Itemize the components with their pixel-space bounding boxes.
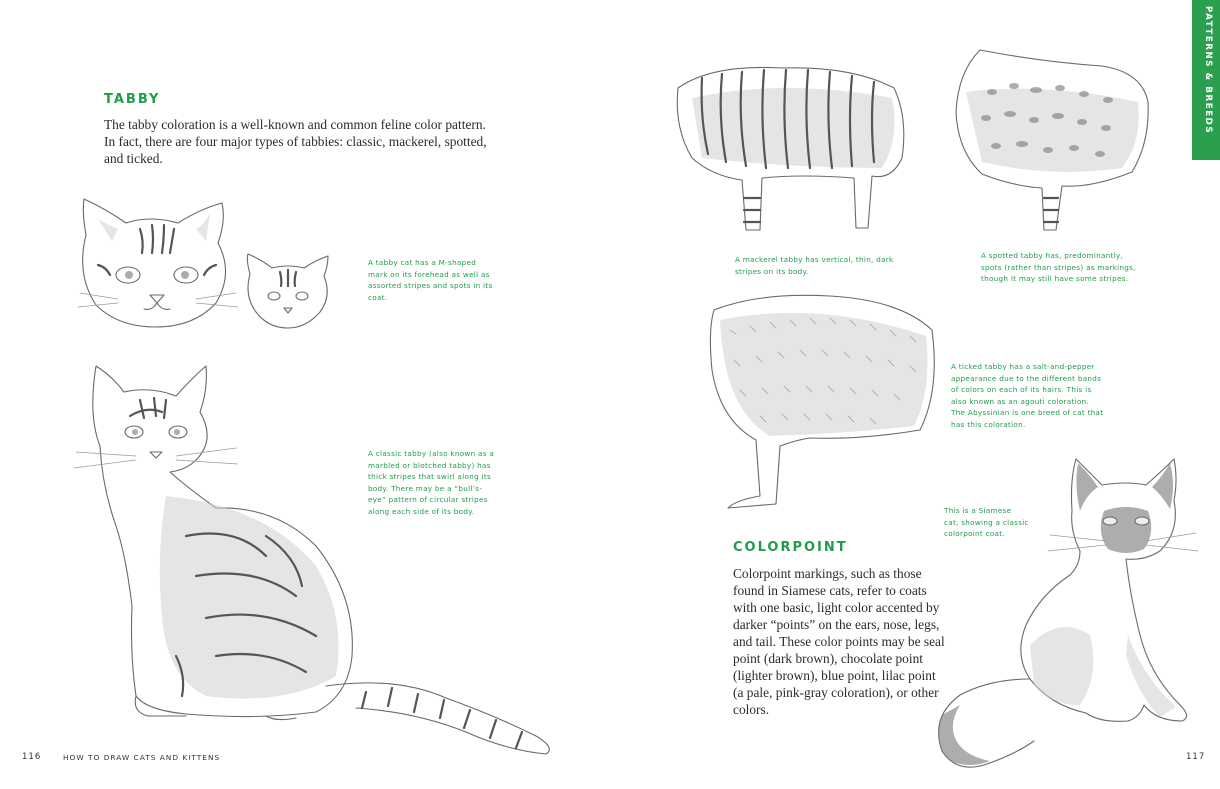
body-line: and tail. These color points may be seal [733,634,945,649]
caption-line: A classic tabby (also known as a [368,449,495,458]
body-line: (lighter brown), blue point, lilac point [733,668,936,683]
tabby-heading: TABBY [104,92,161,107]
intro-line: In fact, there are four major types of tabbies: classic, mackerel, spotted, [104,134,487,149]
section-tab-label: PATTERNS & BREEDS [1203,6,1213,135]
body-line: darker “points” on the ears, nose, legs, [733,617,940,632]
caption-mshape [368,257,508,303]
mackerel-tabby-body-sketch [672,58,912,238]
caption-ticked [951,361,1111,431]
ticked-tabby-body-sketch [700,290,940,520]
caption-line: thick stripes that swirl along its [368,472,491,482]
classic-tabby-sitting-sketch [66,356,566,756]
page-number-right: 117 [1186,752,1206,762]
caption-line: spots (rather than stripes) as markings, [981,262,1136,272]
colorpoint-body [733,565,963,718]
colorpoint-heading: COLORPOINT [733,540,848,555]
caption-line: assorted stripes and spots in its [368,281,493,291]
caption-spotted [981,250,1141,285]
body-line: found in Siamese cats, refer to coats [733,583,927,598]
caption-line: body. There may be a “bull’s- [368,483,483,493]
caption-line: has this coloration. [951,419,1026,429]
caption-line: of colors on each of its hairs. This is [951,385,1092,395]
body-line: colors. [733,702,770,717]
caption-line: appearance due to the different bands [951,373,1102,383]
caption-line: A spotted tabby has, predominantly, [981,251,1124,260]
caption-line: though it may still have some stripes. [981,274,1129,284]
caption-line: This is a Siamese [944,506,1012,515]
caption-line: marbled or blotched tabby) has [368,460,491,470]
caption-line: A tabby cat has a M-shaped [368,258,477,267]
small-tabby-face-sketch [244,252,332,332]
page-number-left: 116 [22,752,42,762]
caption-line: also known as an agouti coloration. [951,396,1090,406]
tabby-intro [104,116,504,167]
caption-line: cat, showing a classic [944,517,1029,527]
tabby-face-sketch [78,195,238,340]
body-line: with one basic, light color accented by [733,600,940,615]
body-line: (a pale, pink-gray coloration), or other [733,685,939,700]
caption-line: stripes on its body. [735,266,809,276]
caption-line: A ticked tabby has a salt-and-pepper [951,362,1095,371]
caption-line: A mackerel tabby has vertical, thin, dark [735,255,894,264]
body-line: point (dark brown), chocolate point [733,651,924,666]
siamese-cat-sitting-sketch [930,455,1198,773]
caption-mackerel [735,254,905,277]
caption-line: The Abyssinian is one breed of cat that [951,408,1104,418]
caption-line: along each side of its body. [368,506,475,516]
caption-line: mark on its forehead as well as [368,269,490,279]
body-line: Colorpoint markings, such as those [733,566,922,581]
intro-line: and ticked. [104,151,163,166]
intro-line: The tabby coloration is a well-known and common feline color pattern. [104,117,486,132]
running-head: HOW TO DRAW CATS AND KITTENS [63,753,221,762]
caption-line: coat. [368,292,388,302]
caption-line: eye” pattern of circular stripes [368,495,488,505]
caption-line: colorpoint coat. [944,529,1005,539]
spotted-tabby-body-sketch [952,42,1152,236]
